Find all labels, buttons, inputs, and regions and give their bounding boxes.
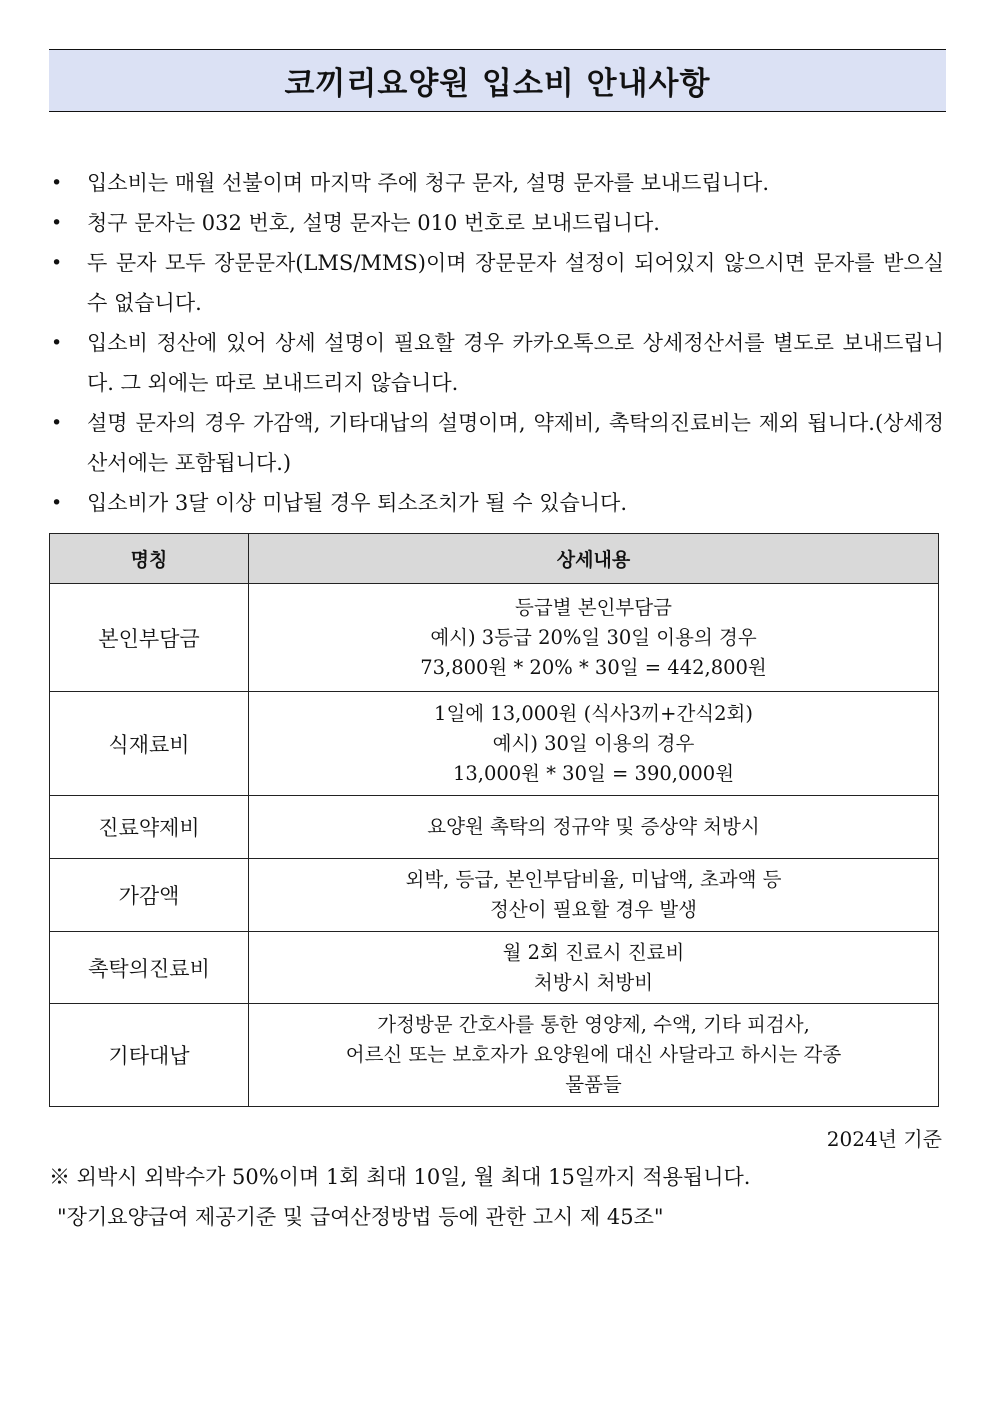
bullet-icon: • <box>51 332 63 354</box>
notice-item <box>49 243 944 323</box>
detail-line: 어르신 또는 보호자가 요양원에 대신 사달라고 하시는 각종 <box>345 1043 842 1066</box>
notice-text: 입소비는 매월 선불이며 마지막 주에 청구 문자, 설명 문자를 보내드립니다. <box>87 171 770 195</box>
footnote-regulation: "장기요양급여 제공기준 및 급여산정방법 등에 관한 고시 제 45조" <box>57 1205 664 1229</box>
bullet-icon: • <box>51 492 63 514</box>
table-row <box>50 859 939 932</box>
notice-item <box>49 483 944 523</box>
table-header-row <box>50 534 939 584</box>
notice-item <box>49 203 944 243</box>
detail-line: 가정방문 간호사를 통한 영양제, 수액, 기타 피검사, <box>377 1013 810 1036</box>
footnote-outing: ※ 외박시 외박수가 50%이며 1회 최대 10일, 월 최대 15일까지 적용됩니다. <box>49 1165 751 1189</box>
detail-line: 예시) 3등급 20%일 30일 이용의 경우 <box>430 625 757 649</box>
row-name: 본인부담금 <box>50 584 249 692</box>
header-detail: 상세내용 <box>249 534 939 584</box>
table-row <box>50 584 939 692</box>
table-row <box>50 692 939 796</box>
table-row <box>50 932 939 1004</box>
row-detail <box>249 692 939 796</box>
bullet-icon: • <box>51 252 63 274</box>
bullet-icon: • <box>51 172 63 194</box>
detail-line: 73,800원 * 20% * 30일 = 442,800원 <box>420 655 767 679</box>
row-name: 식재료비 <box>50 692 249 796</box>
notice-item <box>49 323 944 403</box>
detail-line: 1일에 13,000원 (식사3끼+간식2회) <box>434 701 753 725</box>
table-row <box>50 796 939 859</box>
detail-line: 13,000원 * 30일 = 390,000원 <box>452 761 735 785</box>
notice-text: 두 문자 모두 장문문자(LMS/MMS)이며 장문문자 설정이 되어있지 않으시면 문자를 받으실 수 없습니다. <box>87 251 944 315</box>
row-name: 진료약제비 <box>50 796 249 859</box>
row-detail <box>249 1004 939 1107</box>
row-detail <box>249 796 939 859</box>
detail-line: 처방시 처방비 <box>533 970 654 994</box>
notice-text: 입소비 정산에 있어 상세 설명이 필요할 경우 카카오톡으로 상세정산서를 별도로 보내드립니다. 그 외에는 따로 보내드리지 않습니다. <box>87 331 944 395</box>
bullet-icon: • <box>51 412 63 434</box>
detail-line: 월 2회 진료시 진료비 <box>502 940 685 964</box>
table-row <box>50 1004 939 1107</box>
row-detail <box>249 859 939 932</box>
basis-date: 2024년 기준 <box>826 1127 942 1151</box>
row-detail <box>249 584 939 692</box>
notice-item <box>49 403 944 483</box>
header-name: 명칭 <box>50 534 249 584</box>
title-banner <box>49 49 946 112</box>
footnotes <box>49 1157 750 1237</box>
detail-line: 물품들 <box>565 1073 622 1096</box>
page-title: 코끼리요양원 입소비 안내사항 <box>284 66 711 102</box>
fee-table <box>49 533 939 1107</box>
detail-line: 정산이 필요할 경우 발생 <box>490 898 697 921</box>
detail-line: 예시) 30일 이용의 경우 <box>492 731 695 755</box>
row-detail <box>249 932 939 1004</box>
detail-line: 외박, 등급, 본인부담비율, 미납액, 초과액 등 <box>405 868 782 891</box>
row-name: 가감액 <box>50 859 249 932</box>
detail-line: 등급별 본인부담금 <box>515 595 672 619</box>
row-name: 촉탁의진료비 <box>50 932 249 1004</box>
notice-text: 설명 문자의 경우 가감액, 기타대납의 설명이며, 약제비, 촉탁의진료비는 제외 됩니다.(상세정산서에는 포함됩니다.) <box>87 411 944 475</box>
detail-line: 요양원 촉탁의 정규약 및 증상약 처방시 <box>427 815 760 838</box>
notice-text: 청구 문자는 032 번호, 설명 문자는 010 번호로 보내드립니다. <box>87 211 660 235</box>
notice-list <box>49 163 944 523</box>
notice-text: 입소비가 3달 이상 미납될 경우 퇴소조치가 될 수 있습니다. <box>87 491 628 515</box>
notice-item <box>49 163 944 203</box>
bullet-icon: • <box>51 212 63 234</box>
row-name: 기타대납 <box>50 1004 249 1107</box>
